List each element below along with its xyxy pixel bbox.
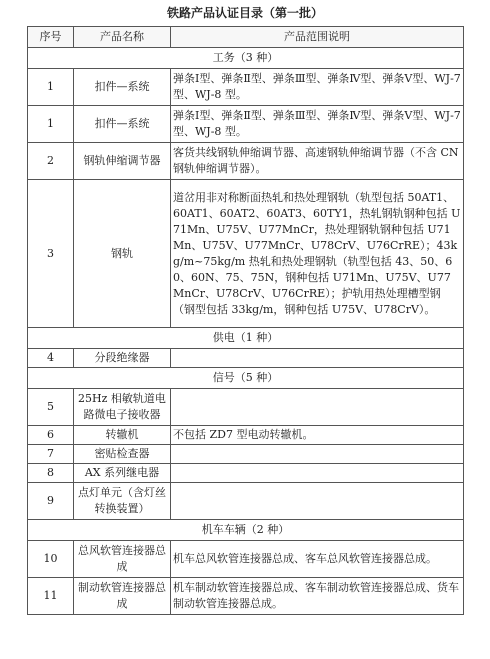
table-row bbox=[28, 389, 464, 426]
row-scope bbox=[171, 389, 464, 426]
section-label: 供电（1 种） bbox=[28, 328, 464, 349]
header-product-name: 产品名称 bbox=[74, 27, 171, 48]
row-number: 9 bbox=[28, 483, 74, 520]
row-number: 2 bbox=[28, 143, 74, 180]
row-number: 10 bbox=[28, 541, 74, 578]
row-product-name: 25Hz 相敏轨道电路微电子接收器 bbox=[74, 389, 171, 426]
header-serial: 序号 bbox=[28, 27, 74, 48]
table-row bbox=[28, 541, 464, 578]
row-product-name: 总风软管连接器总成 bbox=[74, 541, 171, 578]
table-row bbox=[28, 143, 464, 180]
table-row bbox=[28, 180, 464, 328]
table-row bbox=[28, 106, 464, 143]
row-number: 4 bbox=[28, 349, 74, 368]
row-number: 1 bbox=[28, 69, 74, 106]
section-row bbox=[28, 48, 464, 69]
row-scope: 弹条Ⅰ型、弹条Ⅱ型、弹条Ⅲ型、弹条Ⅳ型、弹条Ⅴ型、WJ-7 型、WJ-8 型。 bbox=[171, 69, 464, 106]
section-row bbox=[28, 328, 464, 349]
section-row bbox=[28, 520, 464, 541]
row-number: 7 bbox=[28, 445, 74, 464]
table-row bbox=[28, 349, 464, 368]
page-title: 铁路产品认证目录（第一批） bbox=[166, 6, 323, 20]
row-scope: 客货共线钢轨伸缩调节器、高速钢轨伸缩调节器（不含 CN 钢轨伸缩调节器）。 bbox=[171, 143, 464, 180]
product-table bbox=[27, 26, 464, 615]
row-scope: 不包括 ZD7 型电动转辙机。 bbox=[171, 426, 464, 445]
row-number: 8 bbox=[28, 464, 74, 483]
table-row bbox=[28, 69, 464, 106]
section-label: 机车车辆（2 种） bbox=[28, 520, 464, 541]
row-product-name: AX 系列继电器 bbox=[74, 464, 171, 483]
table-row bbox=[28, 445, 464, 464]
row-scope bbox=[171, 464, 464, 483]
row-product-name: 钢轨 bbox=[74, 180, 171, 328]
row-number: 3 bbox=[28, 180, 74, 328]
row-product-name: 扣件—系统 bbox=[74, 106, 171, 143]
table-row bbox=[28, 426, 464, 445]
header-scope: 产品范围说明 bbox=[171, 27, 464, 48]
row-number: 11 bbox=[28, 578, 74, 615]
table-row bbox=[28, 464, 464, 483]
row-scope bbox=[171, 349, 464, 368]
row-product-name: 扣件—系统 bbox=[74, 69, 171, 106]
row-number: 5 bbox=[28, 389, 74, 426]
section-row bbox=[28, 368, 464, 389]
table-header-row bbox=[28, 27, 464, 48]
row-product-name: 分段绝缘器 bbox=[74, 349, 171, 368]
section-label: 工务（3 种） bbox=[28, 48, 464, 69]
row-product-name: 点灯单元（含灯丝转换装置） bbox=[74, 483, 171, 520]
row-number: 1 bbox=[28, 106, 74, 143]
row-product-name: 钢轨伸缩调节器 bbox=[74, 143, 171, 180]
row-scope: 道岔用非对称断面热轧和热处理钢轨（轨型包括 50AT1、60AT1、60AT2、60AT3、60TY1，热轧钢轨钢种包括 U71Mn、U75V、U77MnCr，热处理钢轨钢种包括 U71Mn、U75V、U77MnCr、U78CrV、U76CrRE）；43kg/m~75kg/m 热轧和热处理钢轨（轨型包括 43、50、60、60N、75、75N，钢种包括 U71Mn、U75V、U77MnCr、U78CrV、U76CrRE）；护轨用热处理槽型钢（钢型包括 33kg/m，钢种包括 U75V、U78CrV）。 bbox=[171, 180, 464, 328]
section-label: 信号（5 种） bbox=[28, 368, 464, 389]
row-product-name: 转辙机 bbox=[74, 426, 171, 445]
row-number: 6 bbox=[28, 426, 74, 445]
row-product-name: 密贴检查器 bbox=[74, 445, 171, 464]
table-row bbox=[28, 483, 464, 520]
row-scope: 弹条Ⅰ型、弹条Ⅱ型、弹条Ⅲ型、弹条Ⅳ型、弹条Ⅴ型、WJ-7 型、WJ-8 型。 bbox=[171, 106, 464, 143]
row-scope bbox=[171, 445, 464, 464]
row-scope: 机车总风软管连接器总成、客车总风软管连接器总成。 bbox=[171, 541, 464, 578]
row-product-name: 制动软管连接器总成 bbox=[74, 578, 171, 615]
table-row bbox=[28, 578, 464, 615]
row-scope: 机车制动软管连接器总成、客车制动软管连接器总成、货车制动软管连接器总成。 bbox=[171, 578, 464, 615]
row-scope bbox=[171, 483, 464, 520]
